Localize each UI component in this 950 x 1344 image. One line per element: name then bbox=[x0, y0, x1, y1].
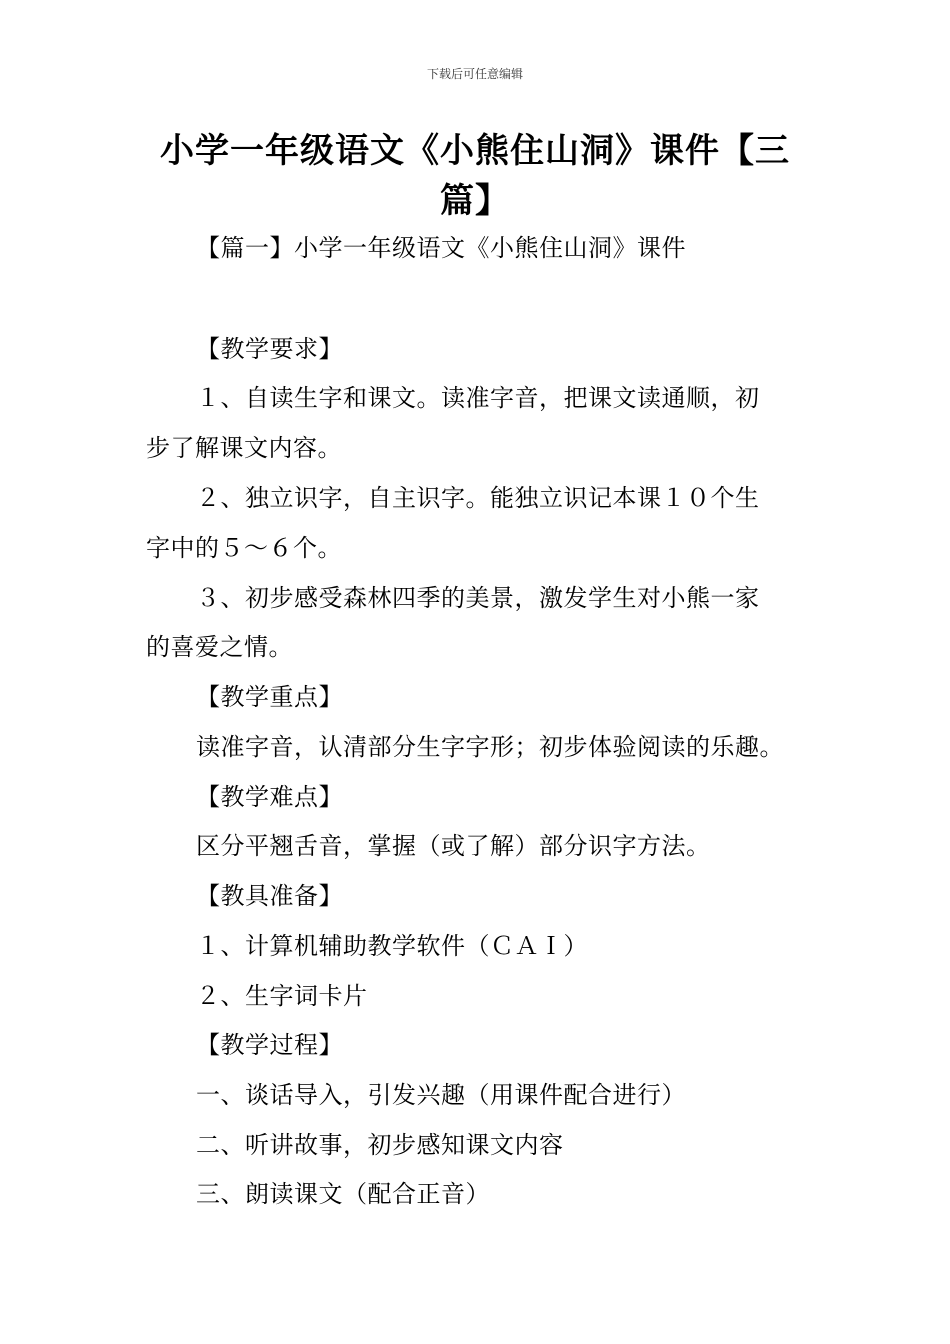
key-points-heading: 【教学重点】 bbox=[196, 683, 343, 711]
difficulties-heading: 【教学难点】 bbox=[196, 783, 343, 811]
process-step-2: 二、听讲故事，初步感知课文内容 bbox=[196, 1131, 564, 1159]
document-title: 小学一年级语文《小熊住山洞》课件【三篇】 bbox=[160, 131, 790, 221]
requirement-2-line-1: ２、独立识字，自主识字。能独立识记本课１０个生 bbox=[196, 484, 760, 512]
process-step-3: 三、朗读课文（配合正音） bbox=[196, 1180, 490, 1208]
requirement-3-line-2: 的喜爱之情。 bbox=[146, 633, 293, 661]
material-item-2: ２、生字词卡片 bbox=[196, 982, 368, 1010]
header-note: 下载后可任意编辑 bbox=[426, 67, 523, 81]
difficulties-text: 区分平翘舌音，掌握（或了解）部分识字方法。 bbox=[196, 832, 711, 860]
requirement-1-line-1: １、自读生字和课文。读准字音，把课文读通顺，初 bbox=[196, 384, 760, 412]
material-item-1: １、计算机辅助教学软件（ＣＡＩ） bbox=[196, 932, 588, 960]
requirements-heading: 【教学要求】 bbox=[196, 335, 343, 363]
requirement-1-line-2: 步了解课文内容。 bbox=[146, 434, 342, 462]
requirement-3-line-1: ３、初步感受森林四季的美景，激发学生对小熊一家 bbox=[196, 584, 760, 612]
key-points-text: 读准字音，认清部分生字字形；初步体验阅读的乐趣。 bbox=[196, 733, 784, 761]
part-subtitle: 【篇一】小学一年级语文《小熊住山洞》课件 bbox=[196, 234, 686, 262]
materials-heading: 【教具准备】 bbox=[196, 882, 343, 910]
requirement-2-line-2: 字中的５～６个。 bbox=[146, 534, 342, 562]
process-step-1: 一、谈话导入，引发兴趣（用课件配合进行） bbox=[196, 1081, 686, 1109]
process-heading: 【教学过程】 bbox=[196, 1031, 343, 1059]
